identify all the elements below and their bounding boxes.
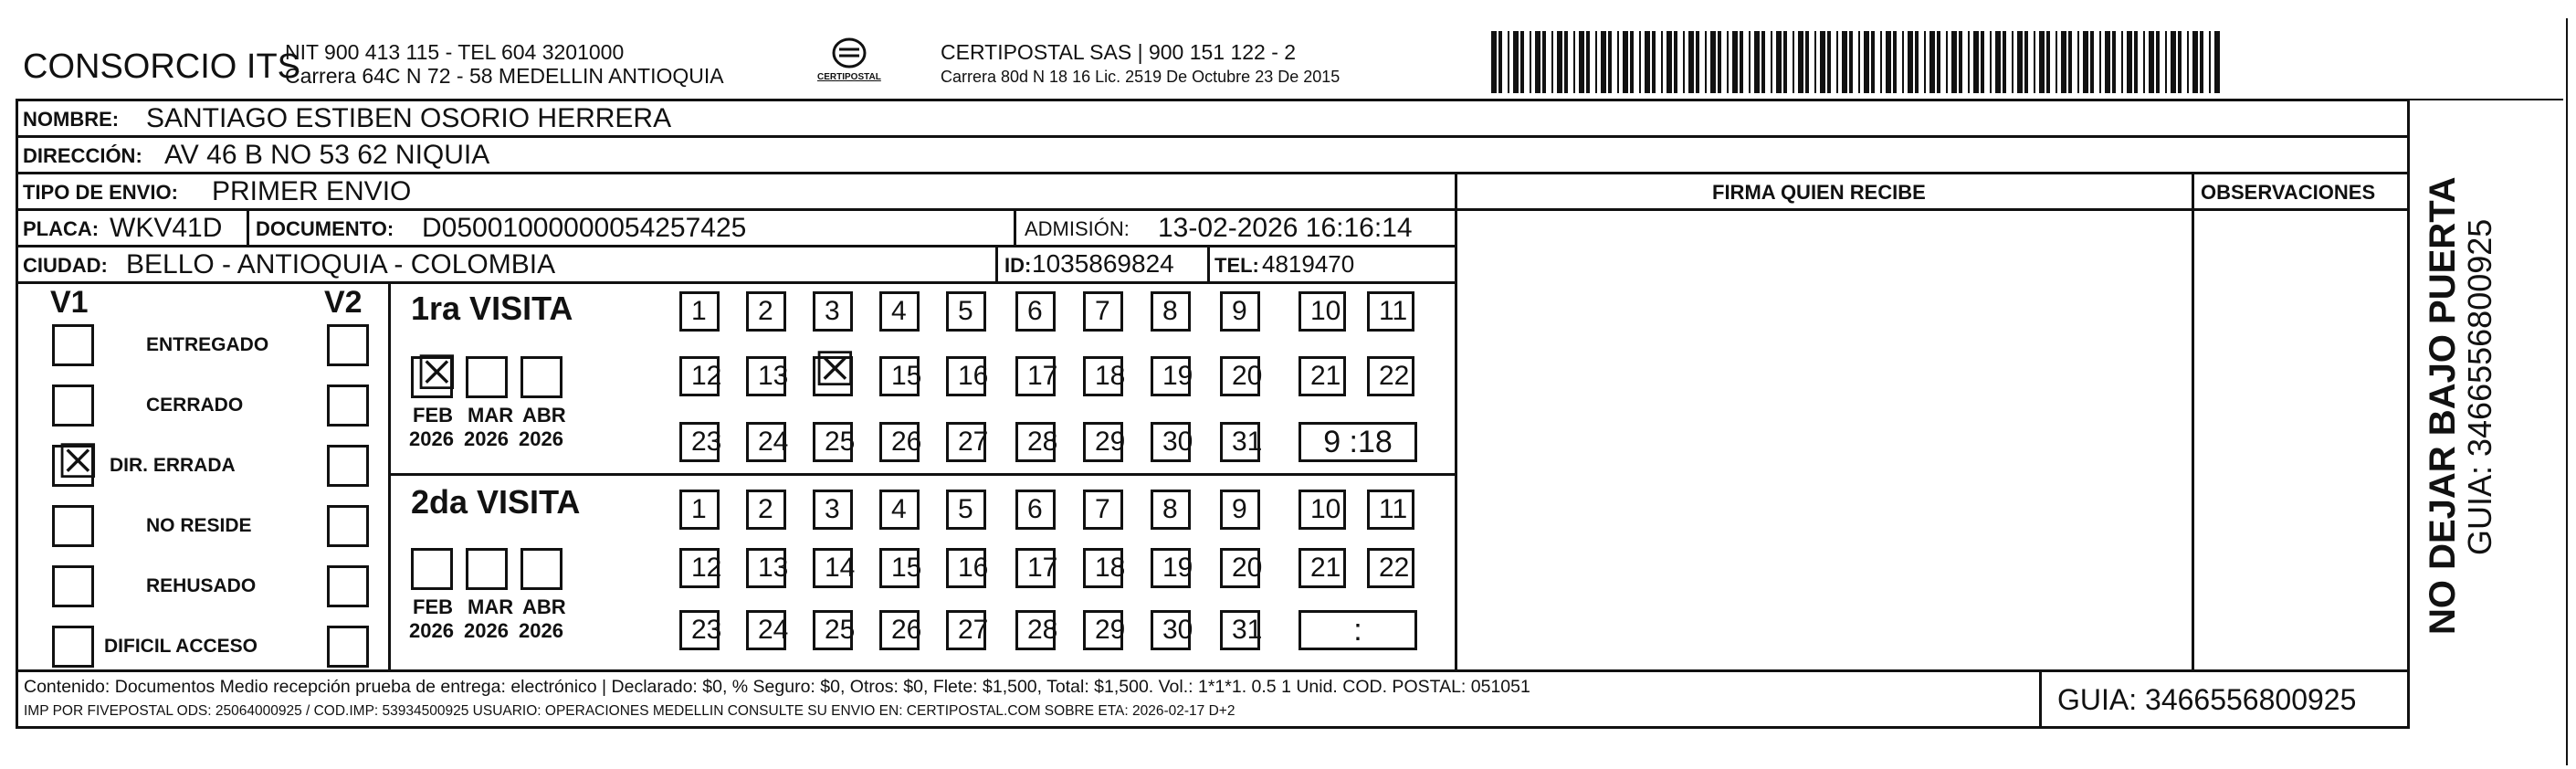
barcode-bar [1814,31,1816,93]
day-box[interactable]: 10 [1299,490,1346,530]
day-box[interactable]: 21 [1299,356,1346,396]
day-box[interactable]: 5 [946,490,986,530]
barcode-bar [2127,31,2132,93]
status-option-label: NO RESIDE [146,515,252,536]
barcode-bar [1535,31,1540,93]
day-box[interactable]: 2 [746,291,786,332]
no-dejar-bajo-puerta: NO DEJAR BAJO PUERTA [2423,176,2463,635]
company-name: CONSORCIO ITS [23,47,301,86]
day-box[interactable]: 24 [746,422,786,462]
status-option-label: CERRADO [146,395,244,416]
barcode-bar [1761,31,1765,93]
barcode-bar [2192,31,2198,93]
barcode-bar [1727,31,1729,93]
v2-label: V2 [324,285,363,320]
barcode-bar [1491,31,1497,93]
barcode-bar [1630,31,1634,93]
barcode-bar [2061,31,2066,93]
ciudad-value: BELLO - ANTIOQUIA - COLOMBIA [126,249,556,279]
day-box[interactable]: 15 [879,356,920,396]
barcode-bar [1929,31,1935,93]
day-box[interactable]: 9 [1220,291,1260,332]
barcode-bar [1849,31,1853,93]
v1-checkbox[interactable] [52,435,100,490]
barcode-bar [1924,31,1926,93]
status-option-label: DIFICIL ACCESO [104,636,258,657]
day-box[interactable]: 4 [879,291,920,332]
barcode-bar [2056,31,2057,93]
barcode-bar [1995,31,2001,93]
barcode-bar [2083,31,2088,93]
day-box[interactable]: 18 [1083,548,1123,588]
barcode-bar [1740,31,1743,93]
barcode-bar [1951,31,1957,93]
logo-text: CERTIPOSTAL [817,72,881,82]
barcode-bar [1683,31,1685,93]
day-box[interactable]: 27 [946,422,986,462]
day-box[interactable]: 3 [813,490,853,530]
certipostal-nit: CERTIPOSTAL SAS | 900 151 122 - 2 [941,40,1297,64]
status-option-label: DIR. ERRADA [110,455,236,476]
v2-checkbox[interactable] [327,626,369,668]
barcode-bar [1542,31,1546,93]
v1-label: V1 [50,285,89,320]
month-label: MAR [468,595,514,618]
observaciones-label: OBSERVACIONES [2201,181,2376,204]
day-box[interactable]: 21 [1299,548,1346,588]
day-box[interactable]: 26 [879,422,920,462]
barcode-bar [1893,31,1897,93]
admision-value: 13-02-2026 16:16:14 [1158,213,1413,243]
day-box[interactable]: 7 [1083,291,1123,332]
barcode-bar [1551,31,1553,93]
day-box[interactable]: 10 [1299,291,1346,332]
admision-label: ADMISIÓN: [1025,217,1130,240]
time-field[interactable]: 9 :18 [1299,422,1417,462]
barcode-bar [1968,31,1970,93]
v2-checkbox[interactable] [327,324,369,366]
barcode-bar [1710,31,1716,93]
barcode-bar [2024,31,2028,93]
certipostal-logo [808,35,890,91]
day-box[interactable]: 9 [1220,490,1260,530]
barcode-bar [2003,31,2006,93]
barcode-bar [2149,31,2154,93]
id-label: ID: [1004,254,1032,277]
barcode-bar [2178,31,2182,93]
day-box[interactable]: 24 [746,610,786,650]
year-label: 2026 [464,427,509,450]
day-box[interactable]: 1 [679,490,720,530]
day-box[interactable]: 19 [1151,548,1191,588]
day-box[interactable]: 30 [1151,422,1191,462]
day-box[interactable]: 7 [1083,490,1123,530]
day-box[interactable] [813,342,857,397]
day-box[interactable]: 22 [1367,548,1414,588]
day-box[interactable]: 8 [1151,490,1191,530]
year-label: 2026 [519,427,563,450]
v1-checkbox[interactable] [52,626,94,668]
v2-checkbox[interactable] [327,445,369,487]
day-box[interactable]: 8 [1151,291,1191,332]
barcode-bar [1661,31,1663,93]
certipostal-address: Carrera 80d N 18 16 Lic. 2519 De Octubre 23 De 2015 [941,68,1341,86]
month-label: MAR [468,404,514,427]
barcode-bar [2099,31,2101,93]
barcode-bar [1754,31,1760,93]
barcode-bar [2039,31,2045,93]
footer-guia: GUIA: 3466556800925 [2057,683,2357,716]
month-checkbox[interactable] [411,346,458,401]
barcode-bar [2187,31,2189,93]
barcode-bar [2121,31,2123,93]
barcode-bar [1981,31,1984,93]
barcode-bar [2012,31,2013,93]
v2-checkbox[interactable] [327,565,369,607]
barcode-bar [2046,31,2050,93]
day-box[interactable]: 27 [946,610,986,650]
barcode-bar [1530,31,1531,93]
tel-value: 4819470 [1262,250,1355,278]
footer-content: Contenido: Documentos Medio recepción prueba de entrega: electrónico | Declarado: $0, % Seguro: $0, Otros: $0, Flete: $1,500, Total: $1,500. Vol.: 1*1*1. 0.5 1 Unid. COD. POSTAL: 051051 [24,677,1530,697]
barcode-bar [2017,31,2023,93]
check-mark: ☒ [814,342,857,397]
month-label: FEB [413,404,453,427]
day-box[interactable]: 13 [746,356,786,396]
barcode-bar [1990,31,1992,93]
barcode-bar [1771,31,1772,93]
barcode-bar [2134,31,2138,93]
barcode-bar [1498,31,1502,93]
day-box[interactable]: 15 [879,548,920,588]
day-box[interactable]: 30 [1151,610,1191,650]
documento-value: D05001000000054257425 [422,213,747,243]
check-mark: ☒ [415,346,458,401]
year-label: 2026 [519,619,563,642]
nombre-value: SANTIAGO ESTIBEN OSORIO HERRERA [146,103,672,133]
day-box[interactable]: 20 [1220,356,1260,396]
tel-label: TEL: [1214,254,1259,277]
barcode-bar [1705,31,1707,93]
barcode-bar [1579,31,1584,93]
barcode-bar [1623,31,1628,93]
placa-value: WKV41D [110,213,223,243]
barcode-bar [1639,31,1641,93]
barcode-bar [1805,31,1809,93]
barcode-bar [1886,31,1891,93]
day-box[interactable]: 18 [1083,356,1123,396]
day-box[interactable]: 25 [813,610,853,650]
day-box[interactable]: 11 [1367,291,1414,332]
barcode-bar [1595,31,1597,93]
status-option-label: REHUSADO [146,575,257,596]
barcode-bar [1820,31,1825,93]
month-label: FEB [413,595,453,618]
barcode-bar [2165,31,2167,93]
month-checkbox[interactable] [520,356,563,398]
day-box[interactable]: 4 [879,490,920,530]
day-box[interactable]: 23 [679,610,720,650]
barcode-bar [1586,31,1590,93]
barcode-bar [1557,31,1562,93]
second-visit-label: 2da VISITA [411,483,581,521]
barcode-bar [1827,31,1831,93]
first-visit-label: 1ra VISITA [411,290,573,327]
company-address: Carrera 64C N 72 - 58 MEDELLIN ANTIOQUIA [285,64,724,88]
barcode-bar [2034,31,2035,93]
barcode-bar [2171,31,2176,93]
barcode-bar [1608,31,1612,93]
barcode-bar [2214,31,2220,93]
barcode-bar [2090,31,2094,93]
day-box[interactable]: 17 [1015,356,1056,396]
day-box[interactable]: 25 [813,422,853,462]
barcode-bar [1696,31,1699,93]
day-box[interactable]: 3 [813,291,853,332]
barcode-bar [1674,31,1677,93]
day-box[interactable]: 6 [1015,490,1056,530]
barcode-bar [1864,31,1869,93]
id-value: 1035869824 [1032,249,1174,278]
day-box[interactable]: 26 [879,610,920,650]
day-box[interactable]: 20 [1220,548,1260,588]
day-box[interactable]: 1 [679,291,720,332]
v1-checkbox[interactable] [52,565,94,607]
barcode-bar [1902,31,1904,93]
footer-imp: IMP POR FIVEPOSTAL ODS: 25064000925 / COD.IMP: 53934500925 USUARIO: OPERACIONES MEDELLIN CONSULTE SU ENVIO EN: CERTIPOSTAL.COM SOBRE ETA: 2026-02-17 D+2 [24,703,1235,719]
barcode-bar [2077,31,2079,93]
barcode-bar [1858,31,1860,93]
day-box[interactable]: 16 [946,548,986,588]
barcode-bar [1732,31,1738,93]
documento-label: DOCUMENTO: [256,217,394,240]
barcode-bar [2209,31,2211,93]
barcode-bar [1645,31,1650,93]
day-box[interactable]: 28 [1015,610,1056,650]
barcode-bar [1776,31,1782,93]
month-label: ABR [522,595,566,618]
barcode-bar [1667,31,1672,93]
barcode-bar [1836,31,1838,93]
day-box[interactable]: 23 [679,422,720,462]
month-checkbox[interactable] [466,548,508,590]
day-box[interactable]: 22 [1367,356,1414,396]
direccion-label: DIRECCIÓN: [23,144,142,167]
company-nit: NIT 900 413 115 - TEL 604 3201000 [285,40,625,64]
month-checkbox[interactable] [411,548,453,590]
v1-checkbox[interactable] [52,384,94,427]
check-mark: ☒ [57,435,100,490]
barcode-bar [2068,31,2072,93]
day-box[interactable]: 29 [1083,422,1123,462]
tipo-envio-value: PRIMER ENVIO [212,176,412,206]
month-label: ABR [522,404,566,427]
observaciones-area[interactable] [2195,211,2407,668]
barcode-bar [1617,31,1619,93]
barcode-bar [2200,31,2203,93]
day-box[interactable]: 5 [946,291,986,332]
day-box[interactable]: 19 [1151,356,1191,396]
tipo-envio-label: TIPO DE ENVIO: [23,181,178,204]
time-field[interactable]: : [1299,610,1417,650]
firma-area[interactable] [1458,211,2189,668]
side-guia: GUIA: 3466556800925 [2461,218,2498,555]
day-box[interactable]: 31 [1220,422,1260,462]
barcode-bar [1688,31,1694,93]
v2-checkbox[interactable] [327,505,369,547]
day-box[interactable]: 16 [946,356,986,396]
day-box[interactable]: 17 [1015,548,1056,588]
barcode-bar [1652,31,1656,93]
barcode [1491,31,2222,93]
day-box[interactable]: 11 [1367,490,1414,530]
firma-label: FIRMA QUIEN RECIBE [1712,181,1926,204]
barcode-bar [2112,31,2116,93]
v2-checkbox[interactable] [327,384,369,427]
v1-checkbox[interactable] [52,505,94,547]
barcode-bar [1718,31,1721,93]
barcode-bar [2105,31,2110,93]
barcode-bar [1871,31,1875,93]
month-checkbox[interactable] [466,356,508,398]
month-checkbox[interactable] [520,548,563,590]
barcode-bar [1946,31,1948,93]
barcode-bar [1749,31,1751,93]
barcode-bar [1915,31,1919,93]
nombre-label: NOMBRE: [23,108,120,131]
status-option-label: ENTREGADO [146,334,269,355]
v1-checkbox[interactable] [52,324,94,366]
barcode-bar [1798,31,1803,93]
day-box[interactable]: 12 [679,548,720,588]
year-label: 2026 [464,619,509,642]
barcode-bar [1520,31,1524,93]
barcode-bar [2156,31,2160,93]
barcode-bar [1973,31,1979,93]
direccion-value: AV 46 B NO 53 62 NIQUIA [164,140,490,170]
day-box[interactable]: 13 [746,548,786,588]
year-label: 2026 [409,619,454,642]
barcode-bar [1508,31,1509,93]
barcode-bar [2143,31,2145,93]
barcode-bar [1564,31,1568,93]
placa-label: PLACA: [23,217,100,240]
barcode-bar [1783,31,1787,93]
barcode-bar [1842,31,1847,93]
day-box[interactable]: 12 [679,356,720,396]
barcode-bar [1513,31,1519,93]
day-box[interactable]: 29 [1083,610,1123,650]
barcode-bar [1573,31,1575,93]
barcode-bar [1937,31,1940,93]
day-box[interactable]: 31 [1220,610,1260,650]
day-box[interactable]: 28 [1015,422,1056,462]
day-box[interactable]: 6 [1015,291,1056,332]
ciudad-label: CIUDAD: [23,254,108,277]
barcode-bar [1793,31,1794,93]
year-label: 2026 [409,427,454,450]
day-box[interactable]: 2 [746,490,786,530]
barcode-bar [1959,31,1962,93]
barcode-bar [1880,31,1882,93]
barcode-bar [1601,31,1606,93]
day-box[interactable]: 14 [813,548,853,588]
barcode-bar [1908,31,1913,93]
